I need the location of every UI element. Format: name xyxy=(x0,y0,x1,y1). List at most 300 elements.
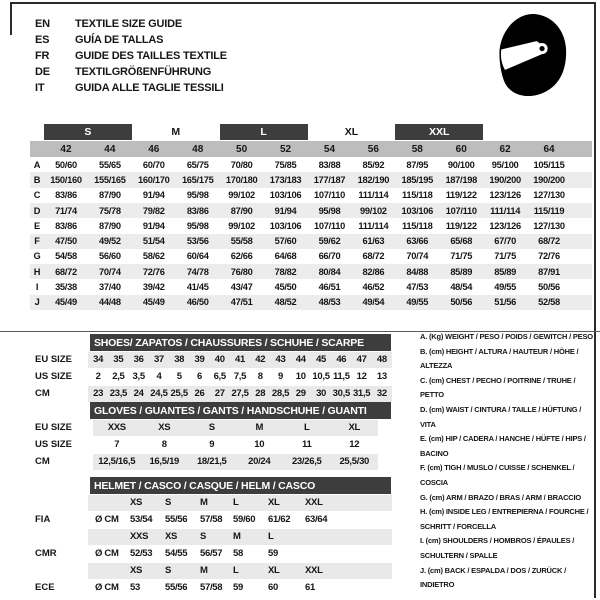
measurement-value: 185/195 xyxy=(401,174,434,185)
measurement-value: 91/94 xyxy=(142,190,165,201)
size-column-header: 62 xyxy=(499,143,511,155)
measurement-value: 87/95 xyxy=(406,159,429,170)
row-label: EU SIZE xyxy=(35,422,72,433)
size-column-header: 48 xyxy=(192,143,204,155)
measurement-value: 63/66 xyxy=(406,236,429,247)
value-cell: 37 xyxy=(153,354,164,365)
measurement-value: 55/65 xyxy=(98,159,121,170)
gloves-table-header xyxy=(90,402,391,419)
value-cell: 13 xyxy=(376,371,387,382)
measurement-value: 83/86 xyxy=(55,190,77,201)
helmet-size-value: 61/62 xyxy=(268,514,291,525)
helmet-size-grid xyxy=(88,529,392,545)
measurement-value: 87/90 xyxy=(230,205,253,216)
value-cell: 6 xyxy=(196,371,202,382)
value-cell: 25,5/30 xyxy=(339,456,370,467)
value-cell: 12 xyxy=(349,439,360,450)
measurement-value: 99/102 xyxy=(228,220,255,231)
measurement-value: 177/187 xyxy=(313,174,346,185)
legend-item: J. (cm) BACK / ESPALDA / DOS / ZURÜCK / INDIETRO xyxy=(420,565,566,590)
helmet-size-label: L xyxy=(268,531,274,542)
helmet-size-label: M xyxy=(200,497,208,508)
measurement-value: 107/110 xyxy=(313,190,345,201)
size-column-header: 44 xyxy=(104,143,116,155)
measurement-value: 60/70 xyxy=(142,159,165,170)
row-letter: D xyxy=(33,205,41,216)
measurement-value: 85/89 xyxy=(494,266,516,277)
measurement-legend xyxy=(420,330,594,593)
measurement-row xyxy=(30,172,592,187)
measurement-value: 51/56 xyxy=(494,297,516,308)
value-cell: 8 xyxy=(161,439,167,450)
measurement-value: 51/54 xyxy=(142,236,165,247)
measurement-row-grid xyxy=(30,157,571,172)
empty-cell xyxy=(88,529,130,545)
measurement-value: 74/78 xyxy=(186,266,209,277)
measurement-value: 62/66 xyxy=(230,251,253,262)
value-cell: 48 xyxy=(376,354,387,365)
measurement-value: 47/51 xyxy=(230,297,253,308)
value-cell: 10,5 xyxy=(312,371,330,382)
measurement-value: 68/72 xyxy=(538,236,560,247)
helmet-size-value: 55/56 xyxy=(165,514,188,525)
measurement-value: 54/58 xyxy=(55,251,77,262)
row-values xyxy=(93,454,378,470)
left-border-stub xyxy=(10,2,12,35)
helmet-size-value: 57/58 xyxy=(200,514,223,525)
value-cell: 30 xyxy=(316,388,327,399)
measurement-value: 67/70 xyxy=(494,236,516,247)
measurement-value: 115/119 xyxy=(533,205,565,216)
measurement-value: 103/106 xyxy=(269,190,302,201)
measurement-value: 111/114 xyxy=(358,220,389,231)
measurement-value: 68/72 xyxy=(55,266,77,277)
value-cell: 32 xyxy=(376,388,387,399)
value-cell: 38 xyxy=(174,354,185,365)
size-group-xl: XL xyxy=(344,126,359,138)
standard-label: CMR xyxy=(35,548,57,559)
language-list xyxy=(35,16,227,96)
measurement-value: 99/102 xyxy=(360,205,387,216)
measurement-value: 115/118 xyxy=(402,220,433,231)
helmet-size-grid xyxy=(88,495,392,511)
empty-cell xyxy=(88,563,130,579)
measurement-value: 90/100 xyxy=(447,159,475,170)
measurement-value: 111/114 xyxy=(490,205,521,216)
value-cell: 5 xyxy=(176,371,182,382)
value-cell: 34 xyxy=(93,354,104,365)
language-title: GUIDA ALLE TAGLIE TESSILI xyxy=(75,82,224,94)
measurement-value: 119/122 xyxy=(445,220,477,231)
measurement-value: 70/74 xyxy=(98,266,121,277)
value-cell: 11 xyxy=(302,439,312,450)
language-title: GUIDE DES TAILLES TEXTILE xyxy=(75,50,227,62)
measurement-value: 78/82 xyxy=(274,266,297,277)
measurement-value: 83/86 xyxy=(55,220,77,231)
helmet-size-label: L xyxy=(233,565,239,576)
helmet-size-value: 55/56 xyxy=(165,582,188,593)
measurement-row xyxy=(30,203,592,218)
helmet-table-title: HELMET / CASCO / CASQUE / HELM / CASCO xyxy=(94,479,316,492)
row-letter: H xyxy=(33,266,41,277)
value-cell: 16,5/19 xyxy=(149,456,180,467)
row-letter: C xyxy=(33,190,41,201)
corner-cell xyxy=(30,141,44,157)
size-column-header: 58 xyxy=(411,143,423,155)
legend-item: H. (cm) INSIDE LEG / ENTREPIERNA / FOURCHE / SCHRITT / FORCELLA xyxy=(420,507,589,531)
standard-label: FIA xyxy=(35,514,51,525)
row-values xyxy=(88,352,392,368)
value-cell: 30,5 xyxy=(332,388,350,399)
value-cell: 41 xyxy=(235,354,245,365)
value-cell: 12,5/16,5 xyxy=(98,456,136,467)
measurement-row xyxy=(30,249,592,264)
measurement-value: 187/198 xyxy=(445,174,477,185)
measurement-value: 84/88 xyxy=(406,266,429,277)
helmet-size-value: 53/54 xyxy=(130,514,153,525)
measurement-row xyxy=(30,188,592,203)
row-values xyxy=(93,437,378,453)
row-values xyxy=(88,386,392,402)
helmet-size-value: 54/55 xyxy=(165,548,188,559)
value-cell: 10 xyxy=(295,371,306,382)
row-label: CM xyxy=(35,388,50,399)
measurement-value: 99/102 xyxy=(228,190,255,201)
measurement-value: 119/122 xyxy=(445,190,477,201)
value-cell: 35 xyxy=(113,354,124,365)
measurement-value: 41/45 xyxy=(186,282,209,293)
row-label: US SIZE xyxy=(35,439,72,450)
value-cell: 12 xyxy=(356,371,367,382)
language-row xyxy=(35,64,227,80)
size-group-s: S xyxy=(44,124,132,140)
row-values xyxy=(93,420,378,436)
diameter-unit: Ø CM xyxy=(95,582,119,593)
helmet-size-value: 59 xyxy=(268,548,278,559)
language-code: FR xyxy=(35,50,50,62)
measurement-value: 165/175 xyxy=(181,174,214,185)
measurement-value: 83/86 xyxy=(186,205,209,216)
measurement-value: 111/114 xyxy=(358,190,389,201)
measurement-row-grid xyxy=(30,234,571,249)
measurement-value: 46/52 xyxy=(362,282,385,293)
measurement-value: 49/52 xyxy=(98,236,121,247)
measurement-value: 155/165 xyxy=(94,174,126,185)
measurement-value: 71/74 xyxy=(55,205,77,216)
measurement-row-grid xyxy=(30,249,571,264)
size-group-m: M xyxy=(171,126,181,138)
measurement-value: 35/38 xyxy=(55,282,77,293)
measurement-value: 105/115 xyxy=(533,159,565,170)
helmet-size-label: M xyxy=(200,565,208,576)
helmet-size-label: L xyxy=(233,497,239,508)
value-cell: 43 xyxy=(275,354,286,365)
language-code: ES xyxy=(35,34,50,46)
gloves-table-title: GLOVES / GUANTES / GANTS / HANDSCHUHE / GUANTI xyxy=(94,404,367,417)
helmet-value-grid xyxy=(88,512,392,528)
helmet-size-value: 60 xyxy=(268,582,278,593)
measurement-value: 46/51 xyxy=(318,282,341,293)
measurement-value: 52/58 xyxy=(538,297,560,308)
measurement-value: 45/49 xyxy=(55,297,77,308)
measurement-value: 95/100 xyxy=(491,159,519,170)
measurement-row xyxy=(30,157,592,172)
measurement-value: 80/84 xyxy=(318,266,341,277)
value-cell: 2,5 xyxy=(112,371,125,382)
measurement-value: 85/89 xyxy=(450,266,473,277)
measurement-value: 123/126 xyxy=(489,220,521,231)
measurement-value: 72/76 xyxy=(538,251,560,262)
measurement-value: 103/106 xyxy=(269,220,302,231)
measurement-value: 160/170 xyxy=(138,174,170,185)
measurement-value: 91/94 xyxy=(142,220,165,231)
value-cell: 7,5 xyxy=(233,371,247,382)
measurement-value: 65/75 xyxy=(186,159,209,170)
value-cell: 23,5 xyxy=(109,388,128,399)
helmet-size-value: 61 xyxy=(305,582,315,593)
language-title: TEXTILE SIZE GUIDE xyxy=(75,18,183,30)
helmet-size-label: XL xyxy=(268,497,280,508)
helmet-size-value: 56/57 xyxy=(200,548,223,559)
row-letter: G xyxy=(33,251,41,262)
value-cell: 26 xyxy=(194,388,205,399)
value-cell: 23 xyxy=(93,388,104,399)
value-cell: 45 xyxy=(316,354,327,365)
size-column-header: 50 xyxy=(236,143,248,155)
measurement-value: 72/76 xyxy=(142,266,165,277)
value-cell: 42 xyxy=(255,354,266,365)
measurement-value: 57/60 xyxy=(274,236,297,247)
language-row xyxy=(35,16,227,32)
helmet-size-label: XS xyxy=(165,531,178,542)
value-cell: 4 xyxy=(156,371,162,382)
measurement-value: 68/72 xyxy=(362,251,385,262)
value-cell: 40 xyxy=(214,354,225,365)
size-group-l: L xyxy=(220,124,308,140)
helmet-value-grid xyxy=(88,580,392,596)
measurement-row xyxy=(30,218,592,233)
value-cell: 24,5 xyxy=(150,388,168,399)
measurement-value: 127/130 xyxy=(533,190,565,201)
measurement-value: 45/49 xyxy=(142,297,165,308)
value-cell: 36 xyxy=(133,354,144,365)
language-code: EN xyxy=(35,18,50,30)
measurement-value: 170/180 xyxy=(225,174,258,185)
helmet-size-label: XS xyxy=(130,565,143,576)
measurement-value: 123/126 xyxy=(489,190,521,201)
language-code: DE xyxy=(35,66,50,78)
value-cell: 6,5 xyxy=(213,371,226,382)
measurement-value: 37/40 xyxy=(98,282,121,293)
measurement-row-grid xyxy=(30,218,571,233)
helmet-size-label: S xyxy=(165,565,172,576)
legend-item: I. (cm) SHOULDERS / HOMBROS / ÉPAULES / SCHULTERN / SPALLE xyxy=(420,536,575,560)
value-cell: 24 xyxy=(133,388,144,399)
measurement-row-grid xyxy=(30,279,571,294)
measurement-value: 43/47 xyxy=(230,282,253,293)
measurement-value: 107/110 xyxy=(313,220,345,231)
measurement-value: 95/98 xyxy=(186,220,209,231)
measurement-row-grid xyxy=(30,203,571,218)
value-cell: XXS xyxy=(107,422,126,433)
size-group-xxl: XXL xyxy=(395,124,483,140)
helmet-size-label: XXL xyxy=(305,565,323,576)
helmet-size-value: 52/53 xyxy=(130,548,153,559)
row-letter: A xyxy=(33,159,41,170)
measurement-value: 91/94 xyxy=(274,205,297,216)
measurement-value: 48/54 xyxy=(450,282,473,293)
measurement-value: 39/42 xyxy=(142,282,165,293)
measurement-value: 85/92 xyxy=(362,159,385,170)
shoes-table-header xyxy=(90,334,391,351)
row-letter: F xyxy=(34,236,40,247)
measurement-value: 150/160 xyxy=(50,174,82,185)
helmet-size-label: XXS xyxy=(130,531,149,542)
row-label: EU SIZE xyxy=(35,354,72,365)
helmet-size-value: 57/58 xyxy=(200,582,223,593)
helmet-size-value: 63/64 xyxy=(305,514,328,525)
measurement-value: 70/80 xyxy=(230,159,253,170)
measurement-value: 45/50 xyxy=(274,282,297,293)
value-cell: 9 xyxy=(278,371,284,382)
language-title: GUÍA DE TALLAS xyxy=(75,34,164,46)
size-column-header: 56 xyxy=(367,143,379,155)
helmet-size-label: S xyxy=(165,497,172,508)
helmet-icon xyxy=(492,10,568,102)
value-cell: XS xyxy=(158,422,171,433)
legend-item: C. (cm) CHEST / PECHO / POITRINE / TRUHE / PETTO xyxy=(420,375,576,400)
measurement-value: 48/52 xyxy=(274,297,297,308)
helmet-size-label: XXL xyxy=(305,497,323,508)
value-cell: 31,5 xyxy=(352,388,371,399)
measurement-row xyxy=(30,234,592,249)
size-header-grid xyxy=(30,141,571,157)
value-cell: 11,5 xyxy=(332,371,350,382)
helmet-size-label: S xyxy=(200,531,207,542)
row-values xyxy=(88,369,392,385)
legend-item: G. (cm) ARM / BRAZO / BRAS / ARM / BRACCIO xyxy=(420,492,582,502)
value-cell: 39 xyxy=(194,354,205,365)
row-letter: J xyxy=(34,297,40,308)
value-cell: 10 xyxy=(254,439,265,450)
size-header-band xyxy=(30,141,592,157)
helmet-size-value: 59/60 xyxy=(233,514,256,525)
measurement-row-grid xyxy=(30,295,571,310)
measurement-row xyxy=(30,279,592,294)
value-cell: 44 xyxy=(295,354,306,365)
value-cell: L xyxy=(303,422,310,433)
measurement-value: 87/90 xyxy=(98,220,121,231)
value-cell: 2 xyxy=(95,371,101,382)
value-cell: 46 xyxy=(336,354,347,365)
language-row xyxy=(35,80,227,96)
size-column-header: 54 xyxy=(323,143,336,155)
helmet-size-value: 58 xyxy=(233,548,243,559)
measurement-value: 53/56 xyxy=(186,236,209,247)
measurement-value: 103/106 xyxy=(401,205,434,216)
size-column-header: 42 xyxy=(60,143,72,155)
helmet-size-label: XL xyxy=(268,565,280,576)
size-column-header: 64 xyxy=(543,143,555,155)
helmet-size-label: M xyxy=(233,531,241,542)
value-cell: 27 xyxy=(214,388,225,399)
value-cell: 8 xyxy=(257,371,263,382)
value-cell: 3,5 xyxy=(132,371,145,382)
measurement-row xyxy=(30,295,592,310)
shoes-table-title: SHOES/ ZAPATOS / CHAUSSURES / SCHUHE / SCARPE xyxy=(94,336,364,349)
measurement-rows xyxy=(30,157,592,311)
measurement-row-grid xyxy=(30,264,571,279)
measurement-value: 95/98 xyxy=(186,190,209,201)
value-cell: M xyxy=(255,422,264,433)
legend-item: D. (cm) WAIST / CINTURA / TAILLE / HÜFTUNG / VITA xyxy=(420,404,582,429)
value-cell: 18/21,5 xyxy=(196,456,227,467)
legend-item: E. (cm) HIP / CADERA / HANCHE / HÜFTE / HIPS / BACINO xyxy=(420,434,586,458)
measurement-value: 48/53 xyxy=(318,297,341,308)
value-cell: 20/24 xyxy=(248,456,271,467)
top-border xyxy=(10,2,596,4)
legend-item: F. (cm) TIGH / MUSLO / CUISSE / SCHENKEL / COSCIA xyxy=(420,463,575,487)
diameter-unit: Ø CM xyxy=(95,514,119,525)
size-column-header: 46 xyxy=(148,143,160,155)
measurement-row-grid xyxy=(30,172,571,187)
helmet-table-header xyxy=(90,477,391,494)
measurement-row-grid xyxy=(30,188,571,203)
measurement-value: 127/130 xyxy=(533,220,565,231)
value-cell: 23/26,5 xyxy=(291,456,322,467)
measurement-value: 65/68 xyxy=(450,236,473,247)
row-letter: B xyxy=(33,174,41,185)
value-cell: 28 xyxy=(255,388,266,399)
measurement-value: 55/58 xyxy=(230,236,253,247)
measurement-value: 64/68 xyxy=(274,251,297,262)
value-cell: 9 xyxy=(209,439,215,450)
measurement-value: 58/62 xyxy=(142,251,165,262)
measurement-value: 173/183 xyxy=(269,174,302,185)
legend-item: A. (Kg) WEIGHT / PESO / POIDS / GEWITCH / PESO xyxy=(420,332,593,341)
measurement-value: 44/48 xyxy=(98,297,121,308)
measurement-value: 182/190 xyxy=(357,174,390,185)
helmet-size-value: 59 xyxy=(233,582,243,593)
measurement-value: 50/56 xyxy=(450,297,473,308)
value-cell: 27,5 xyxy=(231,388,249,399)
size-column-header: 52 xyxy=(279,143,292,155)
measurement-value: 107/110 xyxy=(445,205,477,216)
measurement-value: 76/80 xyxy=(230,266,253,277)
measurement-value: 190/200 xyxy=(489,174,521,185)
size-column-header: 60 xyxy=(455,143,467,155)
measurement-value: 79/82 xyxy=(142,205,165,216)
value-cell: 29 xyxy=(295,388,306,399)
measurement-value: 46/50 xyxy=(186,297,209,308)
value-cell: 25,5 xyxy=(170,388,188,399)
helmet-size-value: 53 xyxy=(130,582,140,593)
measurement-value: 56/60 xyxy=(98,251,121,262)
measurement-value: 59/62 xyxy=(318,236,341,247)
row-letter: E xyxy=(34,220,40,231)
measurement-value: 47/53 xyxy=(406,282,429,293)
measurement-value: 61/63 xyxy=(362,236,385,247)
language-title: TEXTILGRÖßENFÜHRUNG xyxy=(75,66,212,78)
measurement-value: 50/56 xyxy=(538,282,560,293)
measurement-value: 95/98 xyxy=(318,205,341,216)
row-label: CM xyxy=(35,456,50,467)
value-cell: S xyxy=(208,422,215,433)
measurement-value: 115/118 xyxy=(402,190,433,201)
measurement-value: 66/70 xyxy=(318,251,341,262)
row-label: US SIZE xyxy=(35,371,72,382)
measurement-value: 82/86 xyxy=(362,266,385,277)
